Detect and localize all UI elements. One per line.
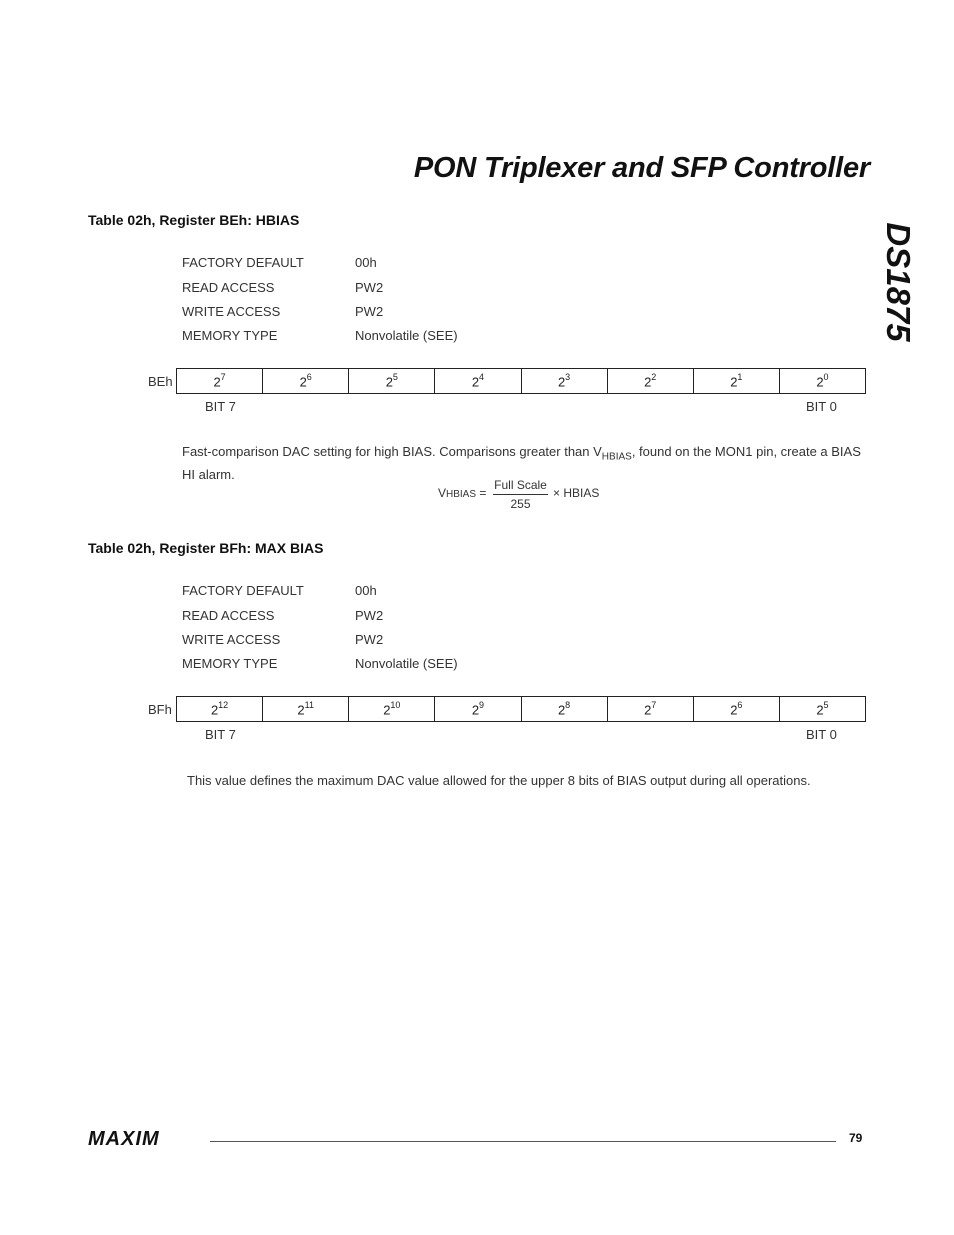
register-name: BFh xyxy=(148,702,172,717)
prop-label: WRITE ACCESS xyxy=(182,304,281,319)
bit-cell: $2^2$ xyxy=(607,369,693,394)
bit-msb-label: BIT 7 xyxy=(205,399,236,414)
register-description: This value defines the maximum DAC value allowed for the upper 8 bits of BIAS output during all operations. xyxy=(187,773,811,788)
bit-cell: $2^4$ xyxy=(435,369,521,394)
bit-cell: $2^6$ xyxy=(693,697,779,722)
formula-lhs: VHBIAS = xyxy=(438,486,487,500)
section-heading-max-bias: Table 02h, Register BFh: MAX BIAS xyxy=(88,540,324,556)
bit-cell: $2^7$ xyxy=(607,697,693,722)
maxim-logo-icon xyxy=(88,1128,200,1148)
bit-cell: $2^0$ xyxy=(779,369,865,394)
bit-cell: $2^3$ xyxy=(521,369,607,394)
bit-cell: $2^{12}$ xyxy=(177,697,263,722)
prop-value: 00h xyxy=(355,583,377,598)
bit-cell: $2^{11}$ xyxy=(263,697,349,722)
bit-cell: $2^5$ xyxy=(779,697,865,722)
register-description: Fast-comparison DAC setting for high BIAS. Comparisons greater than $V_{HBIAS}$, found on the MON1 pin, create a BIAS HI alarm. xyxy=(182,444,861,482)
prop-value: Nonvolatile (SEE) xyxy=(355,328,458,343)
bit-table-beh xyxy=(176,368,866,394)
part-number-side-label: DS1875 xyxy=(880,222,917,342)
footer-rule xyxy=(210,1141,836,1142)
prop-label: MEMORY TYPE xyxy=(182,328,278,343)
maxim-logo xyxy=(88,1128,200,1148)
page-number: 79 xyxy=(849,1131,863,1145)
bit-lsb-label: BIT 0 xyxy=(806,399,837,414)
register-name: BEh xyxy=(148,374,173,389)
bit-cell: $2^5$ xyxy=(349,369,435,394)
prop-value: Nonvolatile (SEE) xyxy=(355,656,458,671)
bit-lsb-label: BIT 0 xyxy=(806,727,837,742)
svg-text:MAXIM: MAXIM xyxy=(88,1128,160,1148)
bit-cell: $2^8$ xyxy=(521,697,607,722)
prop-value: 00h xyxy=(355,255,377,270)
bit-cell: $2^{10}$ xyxy=(349,697,435,722)
bit-msb-label: BIT 7 xyxy=(205,727,236,742)
prop-label: FACTORY DEFAULT xyxy=(182,583,304,598)
prop-label: READ ACCESS xyxy=(182,280,275,295)
formula-fraction xyxy=(493,478,548,511)
formula-rhs: × HBIAS xyxy=(553,486,600,500)
prop-label: WRITE ACCESS xyxy=(182,632,281,647)
page-title: PON Triplexer and SFP Controller xyxy=(413,152,870,184)
prop-value: PW2 xyxy=(355,608,384,623)
formula-numerator: Full Scale xyxy=(493,478,548,495)
prop-value: PW2 xyxy=(355,632,384,647)
bit-cell: $2^1$ xyxy=(693,369,779,394)
prop-value: PW2 xyxy=(355,304,384,319)
formula-denominator: 255 xyxy=(510,497,531,511)
bit-table-bfh xyxy=(176,696,866,722)
bit-cell: $2^7$ xyxy=(177,369,263,394)
bit-cell: $2^6$ xyxy=(263,369,349,394)
prop-label: FACTORY DEFAULT xyxy=(182,255,304,270)
bit-cell: $2^9$ xyxy=(435,697,521,722)
prop-label: MEMORY TYPE xyxy=(182,656,278,671)
prop-value: PW2 xyxy=(355,280,384,295)
section-heading-hbias: Table 02h, Register BEh: HBIAS xyxy=(88,212,300,228)
prop-label: READ ACCESS xyxy=(182,608,275,623)
